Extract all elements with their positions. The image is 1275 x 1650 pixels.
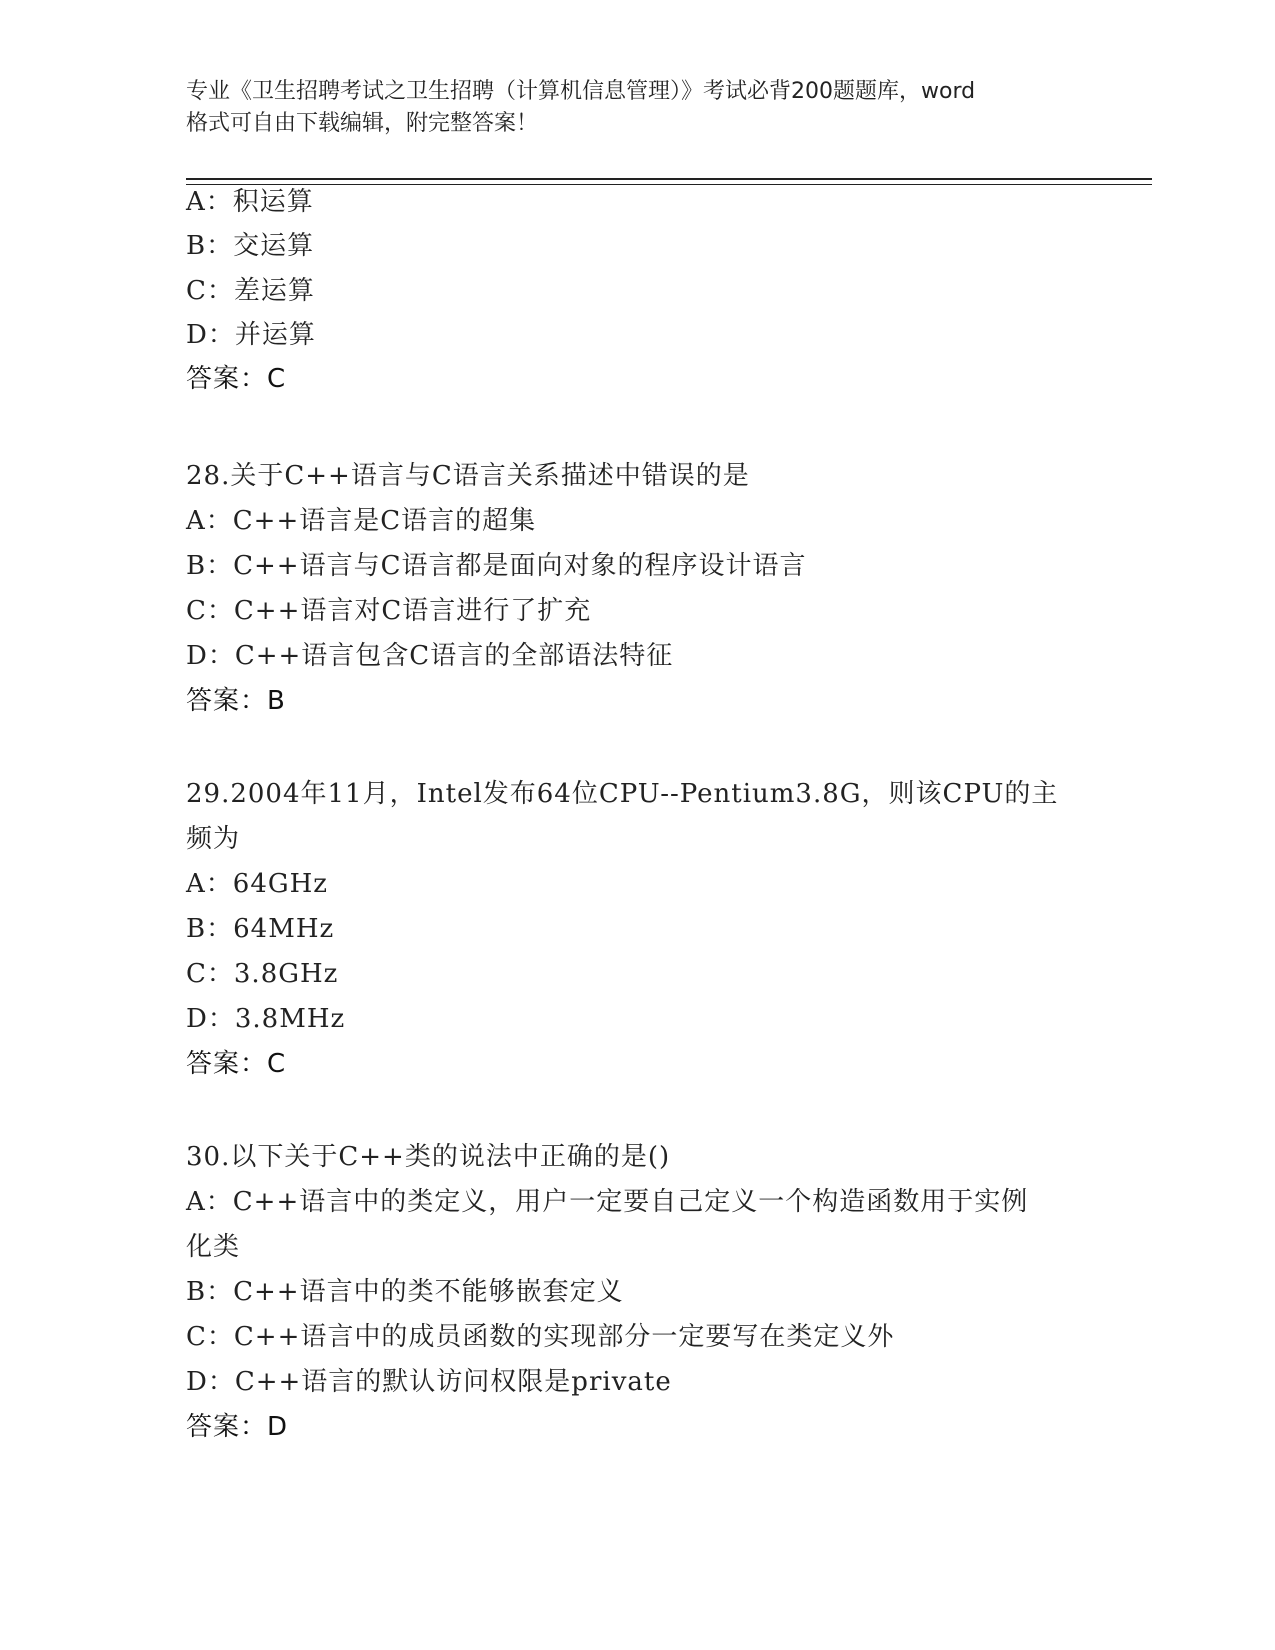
- q27-answer: 答案：C: [186, 364, 287, 394]
- q30-question: 30.以下关于C++类的说法中正确的是(): [186, 1142, 671, 1172]
- q27-option-a: A：积运算: [186, 187, 314, 217]
- q27-option-c: C：差运算: [186, 276, 315, 306]
- q30-option-a-line-1: A：C++语言中的类定义，用户一定要自己定义一个构造函数用于实例: [186, 1187, 1029, 1217]
- q27-option-b: B：交运算: [186, 231, 315, 261]
- document-header: [186, 76, 1086, 140]
- q30-option-a-line-2: 化类: [186, 1232, 241, 1262]
- q29-answer: 答案：C: [186, 1049, 287, 1079]
- q28-question: 28.关于C++语言与C语言关系描述中错误的是: [186, 461, 750, 491]
- q29-option-c: C：3.8GHz: [186, 959, 339, 989]
- q30-option-b: B：C++语言中的类不能够嵌套定义: [186, 1277, 624, 1307]
- q30-option-c: C：C++语言中的成员函数的实现部分一定要写在类定义外: [186, 1322, 895, 1352]
- header-divider-thin: [186, 184, 1152, 185]
- q28-answer: 答案：B: [186, 686, 286, 716]
- header-title-line-2: 格式可自由下载编辑，附完整答案！: [186, 111, 539, 136]
- q30-option-d: D：C++语言的默认访问权限是private: [186, 1367, 672, 1397]
- q29-question-line-2: 频为: [186, 824, 241, 854]
- q29-option-d: D：3.8MHz: [186, 1004, 346, 1034]
- header-title-line-1: 专业《卫生招聘考试之卫生招聘（计算机信息管理）》考试必背200题题库，word: [186, 79, 976, 104]
- q28-option-c: C：C++语言对C语言进行了扩充: [186, 596, 592, 626]
- q28-option-b: B：C++语言与C语言都是面向对象的程序设计语言: [186, 551, 807, 581]
- q27-option-d: D：并运算: [186, 320, 316, 350]
- q29-option-a: A：64GHz: [186, 869, 329, 899]
- q29-question-line-1: 29.2004年11月，Intel发布64位CPU--Pentium3.8G，则该CPU的主: [186, 779, 1059, 809]
- header-divider-thick: [186, 178, 1152, 180]
- q28-option-a: A：C++语言是C语言的超集: [186, 506, 537, 536]
- q28-option-d: D：C++语言包含C语言的全部语法特征: [186, 641, 674, 671]
- q30-answer: 答案：D: [186, 1412, 289, 1442]
- q29-option-b: B：64MHz: [186, 914, 335, 944]
